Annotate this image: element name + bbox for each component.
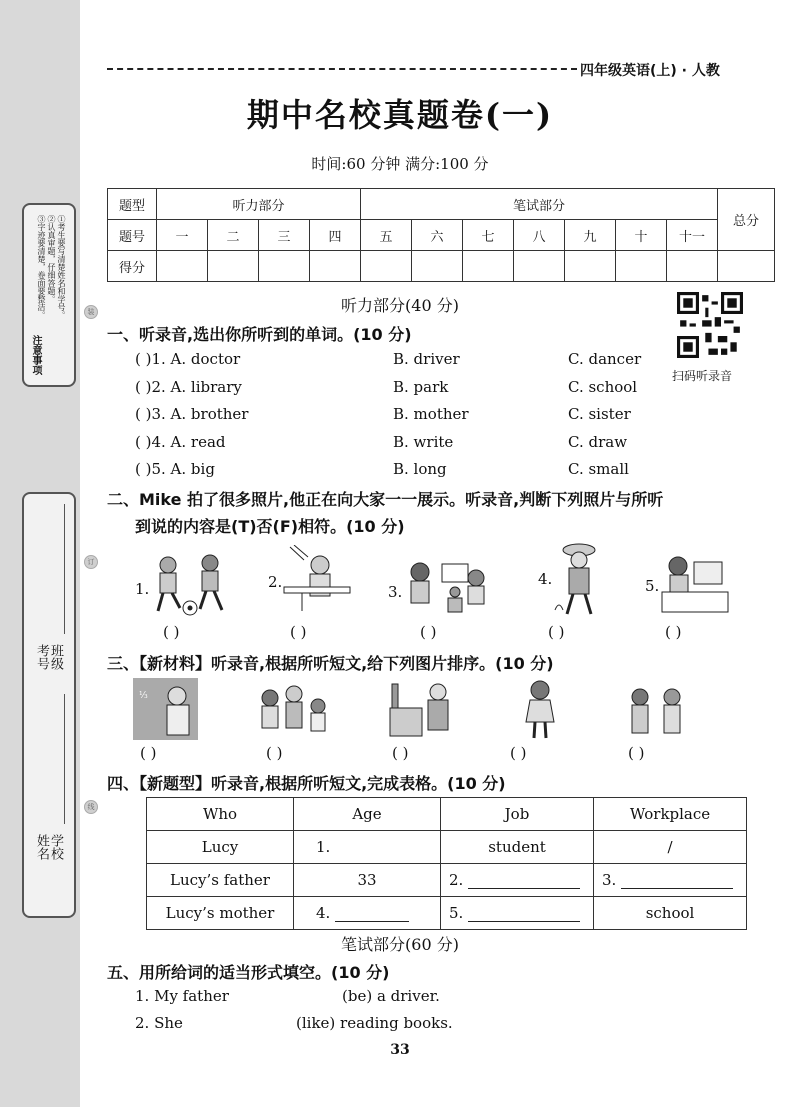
fill-line [64, 504, 65, 634]
s1-option-b: B. driver [393, 350, 460, 368]
girls-plants-picture [402, 560, 497, 618]
score-input[interactable] [361, 251, 412, 282]
farmer-picture [553, 540, 608, 618]
section2-title: 二、Mike 拍了很多照片,他正在向大家一一展示。听录音,判断下列照片与所听 [107, 490, 664, 509]
s3-answer-blank[interactable]: ( ) [392, 744, 409, 762]
score-input[interactable] [616, 251, 667, 282]
cell-number: 九 [565, 220, 616, 251]
notice-line: ①考生要写清楚姓名和学号。 [57, 215, 66, 319]
cell-number: 十一 [667, 220, 718, 251]
notice-line: ②认真审题，仔细答题。 [47, 215, 56, 303]
section5-title: 五、用所给词的适当形式填空。(10 分) [107, 963, 390, 982]
notice-label: 注意事项 [30, 335, 41, 375]
answer-line[interactable] [468, 874, 580, 889]
binding-hole: 装 [84, 305, 98, 319]
score-table [107, 188, 775, 282]
blank-number: 5. [449, 904, 464, 922]
score-input[interactable] [259, 251, 310, 282]
cell-label: 得分 [108, 251, 157, 282]
s1-item-5: ( )5. A. big [135, 460, 215, 478]
cell-listening: 听力部分 [157, 189, 361, 220]
col-header: Who [147, 798, 294, 831]
s5-hint: (like) reading books. [296, 1014, 453, 1032]
table-cell: school [594, 897, 747, 930]
woman-counter-picture [282, 545, 352, 615]
table-cell: 33 [294, 864, 441, 897]
cell-label: 题号 [108, 220, 157, 251]
page-title: 期中名校真题卷(一) [246, 96, 554, 134]
cell-number: 三 [259, 220, 310, 251]
s1-option-c: C. dancer [568, 350, 642, 368]
score-input[interactable] [208, 251, 259, 282]
col-header: Age [294, 798, 441, 831]
score-input[interactable] [412, 251, 463, 282]
blank-number: 2. [449, 871, 464, 889]
svg-text:⅓: ⅓ [139, 691, 148, 701]
score-input[interactable] [718, 251, 775, 282]
table-cell: Lucy [147, 831, 294, 864]
s3-answer-blank[interactable]: ( ) [140, 744, 157, 762]
cell-number: 四 [310, 220, 361, 251]
school-label: 学校 [48, 834, 63, 860]
s2-answer-blank[interactable]: ( ) [665, 623, 682, 641]
name-label: 姓名 [34, 834, 49, 860]
s1-option-c: C. sister [568, 405, 631, 423]
header-dash-line [107, 68, 577, 70]
girl-computer-picture [660, 550, 730, 616]
answer-line[interactable] [621, 874, 733, 889]
answer-line[interactable] [468, 907, 580, 922]
score-input[interactable] [310, 251, 361, 282]
col-header: Workplace [594, 798, 747, 831]
section4-title: 四、【新题型】听录音,根据所听短文,完成表格。(10 分) [107, 774, 506, 793]
family-picture [256, 680, 336, 740]
s2-label: 4. [538, 570, 553, 588]
table-cell: student [441, 831, 594, 864]
cell-total: 总分 [718, 189, 775, 251]
cell-number: 五 [361, 220, 412, 251]
table-cell: Lucy’s mother [147, 897, 294, 930]
s2-label: 3. [388, 583, 403, 601]
score-input[interactable] [514, 251, 565, 282]
cell-writing: 笔试部分 [361, 189, 718, 220]
s1-option-c: C. draw [568, 433, 628, 451]
s3-answer-blank[interactable]: ( ) [628, 744, 645, 762]
s1-option-b: B. long [393, 460, 447, 478]
s2-label: 1. [135, 580, 150, 598]
table-cell[interactable] [594, 864, 747, 897]
s1-option-c: C. small [568, 460, 629, 478]
score-input[interactable] [565, 251, 616, 282]
score-input[interactable] [667, 251, 718, 282]
qr-code[interactable] [677, 292, 743, 358]
s2-answer-blank[interactable]: ( ) [420, 623, 437, 641]
s1-option-c: C. school [568, 378, 638, 396]
number-label: 考号 [34, 644, 49, 670]
binding-hole: 订 [84, 555, 98, 569]
table-cell[interactable] [441, 864, 594, 897]
student-info-box [22, 492, 76, 918]
s2-answer-blank[interactable]: ( ) [290, 623, 307, 641]
fill-line [64, 694, 65, 824]
s1-item-2: ( )2. A. library [135, 378, 242, 396]
table-cell[interactable] [441, 897, 594, 930]
col-header: Job [441, 798, 594, 831]
s2-label: 5. [645, 577, 660, 595]
s2-answer-blank[interactable]: ( ) [163, 623, 180, 641]
writing-title: 笔试部分(60 分) [341, 935, 459, 954]
score-input[interactable] [157, 251, 208, 282]
cell-number: 二 [208, 220, 259, 251]
answer-line[interactable] [335, 907, 409, 922]
s3-answer-blank[interactable]: ( ) [266, 744, 283, 762]
blank-number: 4. [316, 904, 331, 922]
cell-number: 六 [412, 220, 463, 251]
s1-item-4: ( )4. A. read [135, 433, 226, 451]
factory-worker-picture [388, 678, 456, 740]
s5-item-2: 2. She [135, 1014, 183, 1032]
page-number: 33 [390, 1042, 410, 1058]
score-input[interactable] [463, 251, 514, 282]
table-cell: / [594, 831, 747, 864]
cell-number: 七 [463, 220, 514, 251]
s2-label: 2. [268, 573, 283, 591]
s3-answer-blank[interactable]: ( ) [510, 744, 527, 762]
section3-title: 三、【新材料】听录音,根据所听短文,给下列图片排序。(10 分) [107, 654, 554, 673]
teacher-board-picture [133, 678, 198, 740]
qr-caption: 扫码听录音 [672, 369, 733, 383]
s5-item-1: 1. My father [135, 987, 229, 1005]
s1-item-3: ( )3. A. brother [135, 405, 249, 423]
table-cell: Lucy’s father [147, 864, 294, 897]
info-table [146, 797, 747, 930]
s1-option-b: B. park [393, 378, 449, 396]
s1-option-b: B. write [393, 433, 454, 451]
table-cell[interactable] [294, 897, 441, 930]
boys-football-picture [150, 553, 235, 618]
section2-title-cont: 到说的内容是(T)否(F)相符。(10 分) [135, 517, 405, 536]
exam-info: 时间:60 分钟 满分:100 分 [311, 155, 489, 173]
table-cell: 1. [294, 831, 441, 864]
cell-number: 一 [157, 220, 208, 251]
girl-picture [520, 678, 560, 740]
class-label: 班级 [48, 644, 63, 670]
binding-hole: 线 [84, 800, 98, 814]
blank-number: 3. [602, 871, 617, 889]
section1-title: 一、听录音,选出你所听到的单词。(10 分) [107, 325, 412, 344]
cell-label: 题型 [108, 189, 157, 220]
listening-title: 听力部分(40 分) [341, 296, 459, 315]
cell-number: 十 [616, 220, 667, 251]
s1-option-b: B. mother [393, 405, 469, 423]
s1-item-1: ( )1. A. doctor [135, 350, 241, 368]
s2-answer-blank[interactable]: ( ) [548, 623, 565, 641]
s5-hint: (be) a driver. [342, 987, 440, 1005]
cell-number: 八 [514, 220, 565, 251]
notice-line: ③字迹要清楚，卷面要整洁。 [37, 215, 46, 319]
grade-label: 四年级英语(上) · 人教 [580, 63, 720, 79]
two-kids-picture [622, 685, 692, 740]
